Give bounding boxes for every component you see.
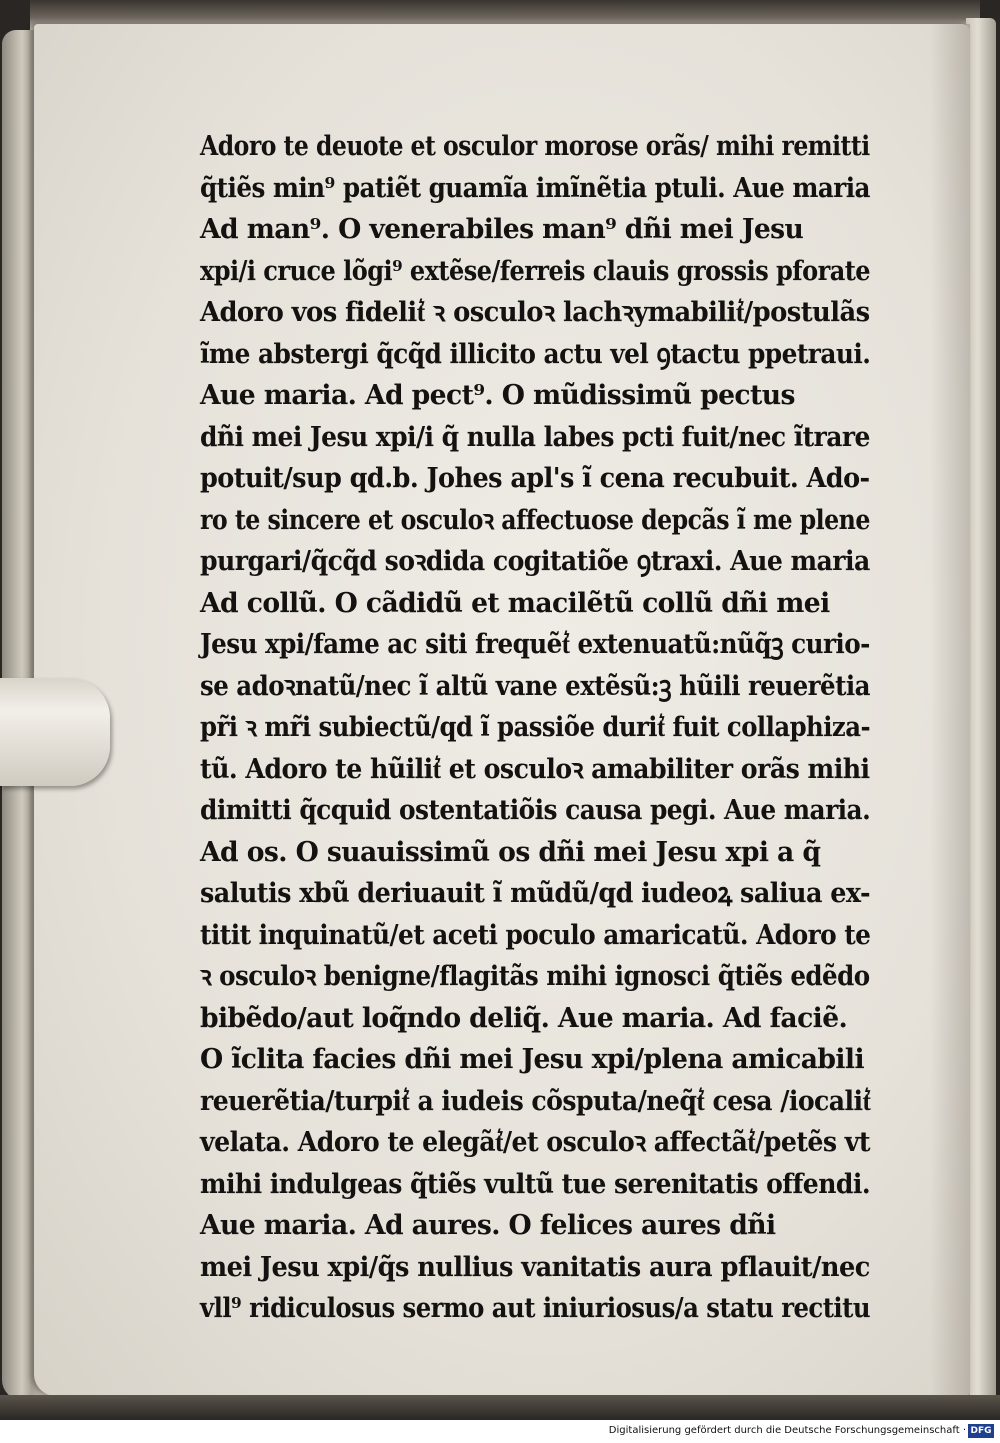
text-line: O ĩclita facies dñi mei Jesu xpi/plena amicabili <box>200 1044 864 1075</box>
text-line: purgari/q̃cq̃d soꝛdida cogitatiõe ꝯtraxi. Aue maria <box>200 546 870 577</box>
text-line: reuerẽtia/turpit͛ a iudeis cõsputa/neq̃t͛ cesa /iocalit͛ <box>200 1085 871 1117</box>
dfg-logo: DFG <box>968 1424 994 1438</box>
bottom-shadow <box>0 1395 1000 1420</box>
text-line: Ad man⁹. O venerabiles man⁹ dñi mei Jesu <box>200 214 804 245</box>
text-line: q̃tiẽs min⁹ patiẽt guamĩa imĩnẽtia ptuli. Aue maria <box>200 172 870 204</box>
text-line: Ad collũ. O cãdidũ et macilẽtũ collũ dñi mei <box>200 587 830 619</box>
text-line: potuit/sup qd.b. Johes apl's ĩ cena recubuit. Ado- <box>200 463 870 494</box>
text-line: ꝛ osculoꝛ benigne/flagitãs mihi ignosci q̃tiẽs edẽdo <box>200 961 870 992</box>
text-line: salutis xbũ deriuauit ĩ mũdũ/qd iudeoꝝ saliua ex- <box>200 878 871 909</box>
text-line: xpi/i cruce lõgi⁹ extẽse/ferreis clauis grossis pforate <box>200 255 871 287</box>
funding-credit: Digitalisierung gefördert durch die Deutsche Forschungsgemeinschaft · <box>608 1425 966 1436</box>
text-line: Aue maria. Ad pect⁹. O mũdissimũ pectus <box>200 380 795 411</box>
page-text <box>200 126 880 1330</box>
text-line: bibẽdo/aut loq̃ndo deliq̃. Aue maria. Ad faciẽ. <box>200 1002 848 1034</box>
text-line: dimitti q̃cquid ostentatiõis causa pegi. Aue maria. <box>200 795 871 826</box>
text-line: tũ. Adoro te hũilit͛ et osculoꝛ amabiliter orãs mihi <box>200 753 870 785</box>
text-line: Adoro vos fidelit͛ ꝛ osculoꝛ lachꝛymabilit͛/postulãs <box>200 297 870 328</box>
text-line: mei Jesu xpi/q̃s nullius vanitatis aura pflauit/nec <box>200 1251 870 1283</box>
text-line: ro te sincere et osculoꝛ affectuose depcãs ĩ me plene <box>200 504 870 536</box>
text-line: Ad os. O suauissimũ os dñi mei Jesu xpi a q̃ <box>200 836 821 868</box>
text-line: Jesu xpi/fame ac siti frequẽt͛ extenuatũ:nũq̃ꝫ curio- <box>200 629 870 660</box>
text-line: Adoro te deuote et osculor morose orãs/ mihi remitti <box>200 131 870 162</box>
text-line: Aue maria. Ad aures. O felices aures dñi <box>200 1210 776 1241</box>
text-line: titit inquinatũ/et aceti poculo amaricatũ. Adoro te <box>200 919 871 951</box>
text-line: mihi indulgeas q̃tiẽs vultũ tue serenitatis offendi. <box>200 1168 871 1200</box>
text-line: velata. Adoro te elegãt͛/et osculoꝛ affectãt͛/petẽs vt <box>200 1127 870 1158</box>
clasp-strap <box>0 678 110 786</box>
text-line: se adoꝛnatũ/nec ĩ altũ vane extẽsũ:ꝫ hũili reuerẽtia <box>200 670 870 702</box>
text-line: pr̃i ꝛ mr̃i subiectũ/qd ĩ passiõe durit͛ fuit collaphiza- <box>200 712 871 743</box>
text-line: vll⁹ ridiculosus sermo aut iniuriosus/a statu rectitu <box>200 1293 870 1324</box>
right-page-edges <box>966 18 996 1408</box>
text-line: dñi mei Jesu xpi/i q̃ nulla labes pcti fuit/nec ĩtrare <box>200 421 870 453</box>
text-line: ĩme abstergi q̃cq̃d illicito actu vel ꝯtactu ppetraui. <box>200 338 871 370</box>
